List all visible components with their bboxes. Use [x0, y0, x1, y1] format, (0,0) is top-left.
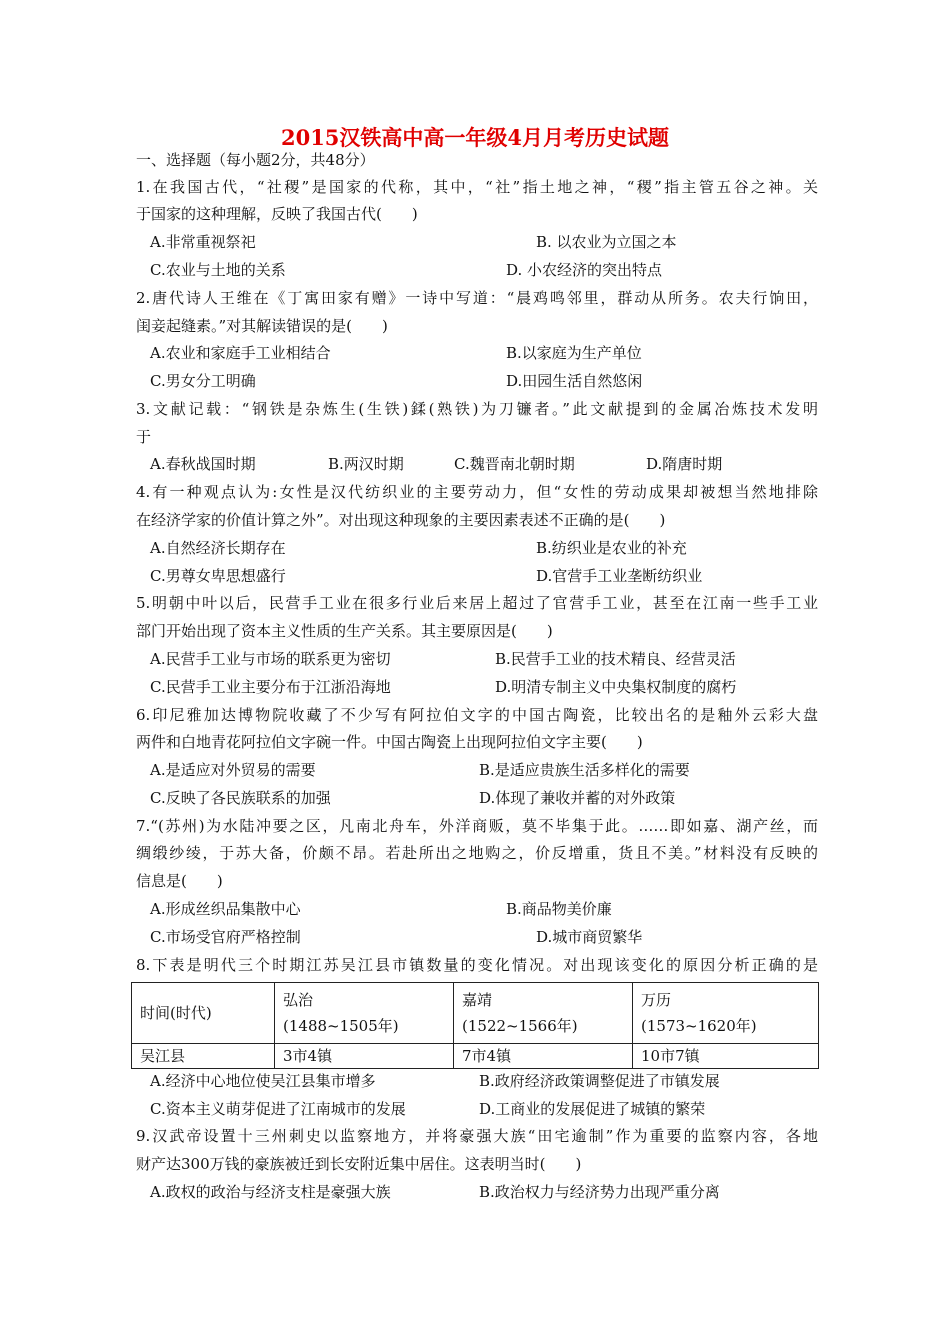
q7-option-a: A.形成丝织品集散中心	[150, 900, 301, 918]
table-header-cell	[633, 983, 819, 1044]
q8-option-a: A.经济中心地位使吴江县集市增多	[150, 1072, 376, 1090]
table-row	[132, 983, 819, 1044]
q5-stem-line1: 5.明朝中叶以后，民营手工业在很多行业后来居上超过了官营手工业，甚至在江南一些手工业	[136, 594, 818, 612]
q9-option-b: B.政治权力与经济势力出现严重分离	[479, 1183, 720, 1201]
table-header-cell	[454, 983, 633, 1044]
q2-option-b: B.以家庭为生产单位	[506, 344, 642, 362]
q8-option-d: D.工商业的发展促进了城镇的繁荣	[479, 1100, 706, 1118]
q2-stem-line1: 2.唐代诗人王维在《丁寓田家有赠》一诗中写道：“晨鸡鸣邻里，群动从所务。农夫行饷田，	[136, 289, 818, 307]
q4-stem-line1: 4.有一种观点认为:女性是汉代纺织业的主要劳动力，但“女性的劳动成果却被想当然地排除	[136, 483, 818, 501]
table-cell: 10市7镇	[633, 1044, 819, 1069]
q5-option-a: A.民营手工业与市场的联系更为密切	[150, 650, 391, 668]
q9-stem-line2: 财产达300万钱的豪族被迁到长安附近集中居住。这表明当时( )	[136, 1155, 582, 1173]
q8-data-table	[131, 982, 819, 1069]
q6-stem-line1: 6.印尼雅加达博物院收藏了不少写有阿拉伯文字的中国古陶瓷，比较出名的是釉外云彩大盘	[136, 706, 818, 724]
q4-option-a: A.自然经济长期存在	[150, 539, 286, 557]
table-row	[132, 1044, 819, 1069]
q2-option-c: C.男女分工明确	[150, 372, 256, 390]
q2-stem-line2: 闺妾起缝素。”对其解读错误的是( )	[136, 317, 388, 335]
q6-stem-line2: 两件和白地青花阿拉伯文字碗一件。中国古陶瓷上出现阿拉伯文字主要( )	[136, 733, 643, 751]
q7-stem-line1: 7.“(苏州)为水陆冲要之区，凡南北舟车，外洋商贩，莫不毕集于此。……即如嘉、湖产丝，而	[136, 817, 818, 835]
header-wanli: 万历	[641, 991, 672, 1009]
q6-option-d: D.体现了兼收并蓄的对外政策	[479, 789, 676, 807]
table-header-cell	[275, 983, 454, 1044]
table-header-cell: 时间(时代)	[132, 983, 275, 1044]
q1-option-d: D. 小农经济的突出特点	[506, 261, 663, 279]
q1-option-b: B. 以农业为立国之本	[536, 233, 677, 251]
q8-option-c: C.资本主义萌芽促进了江南城市的发展	[150, 1100, 406, 1118]
q1-stem-line1: 1.在我国古代，“社稷”是国家的代称，其中，“社”指土地之神，“稷”指主管五谷之神。关	[136, 178, 818, 196]
q7-option-d: D.城市商贸繁华	[536, 928, 643, 946]
q8-stem-line1: 8.下表是明代三个时期江苏吴江县市镇数量的变化情况。对出现该变化的原因分析正确的是	[136, 956, 818, 974]
header-wanli-years: (1573~1620年)	[641, 1017, 757, 1035]
q3-option-d: D.隋唐时期	[646, 455, 723, 473]
table-cell: 吴江县	[132, 1044, 275, 1069]
q7-option-c: C.市场受官府严格控制	[150, 928, 301, 946]
q3-stem-line2: 于	[136, 428, 152, 446]
q5-option-b: B.民营手工业的技术精良、经营灵活	[495, 650, 736, 668]
q6-option-c: C.反映了各民族联系的加强	[150, 789, 331, 807]
q4-option-d: D.官营手工业垄断纺织业	[536, 567, 703, 585]
q4-stem-line2: 在经济学家的价值计算之外”。对出现这种现象的主要因素表述不正确的是( )	[136, 511, 666, 529]
header-hongzhi: 弘治	[283, 991, 314, 1009]
q1-option-c: C.农业与土地的关系	[150, 261, 286, 279]
section-heading: 一、选择题（每小题2分，共48分）	[136, 151, 375, 169]
q3-option-a: A.春秋战国时期	[150, 455, 256, 473]
header-jiajing: 嘉靖	[462, 991, 493, 1009]
table-cell: 7市4镇	[454, 1044, 633, 1069]
q5-option-d: D.明清专制主义中央集权制度的腐朽	[495, 678, 737, 696]
q4-option-b: B.纺织业是农业的补充	[536, 539, 687, 557]
q7-stem-line2: 绸缎纱绫，于苏大备，价颇不昂。若赴所出之地购之，价反增重，货且不美。”材料没有反映的	[136, 844, 818, 862]
q6-option-b: B.是适应贵族生活多样化的需要	[479, 761, 690, 779]
q6-option-a: A.是适应对外贸易的需要	[150, 761, 316, 779]
q1-option-a: A.非常重视祭祀	[150, 233, 256, 251]
header-jiajing-years: (1522~1566年)	[462, 1017, 578, 1035]
q8-option-b: B.政府经济政策调整促进了市镇发展	[479, 1072, 720, 1090]
q3-option-b: B.两汉时期	[328, 455, 404, 473]
q1-stem-line2: 于国家的这种理解，反映了我国古代( )	[136, 205, 418, 223]
q2-option-d: D.田园生活自然悠闲	[506, 372, 643, 390]
q4-option-c: C.男尊女卑思想盛行	[150, 567, 286, 585]
table-cell: 3市4镇	[275, 1044, 454, 1069]
q2-option-a: A.农业和家庭手工业相结合	[150, 344, 331, 362]
q9-stem-line1: 9.汉武帝设置十三州刺史以监察地方，并将豪强大族“田宅逾制”作为重要的监察内容，各地	[136, 1127, 818, 1145]
header-hongzhi-years: (1488~1505年)	[283, 1017, 399, 1035]
q7-option-b: B.商品物美价廉	[506, 900, 612, 918]
q3-option-c: C.魏晋南北朝时期	[454, 455, 575, 473]
exam-title: 2015汉铁高中高一年级4月月考历史试题	[280, 125, 670, 150]
q7-stem-line3: 信息是( )	[136, 872, 223, 890]
q5-option-c: C.民营手工业主要分布于江浙沿海地	[150, 678, 391, 696]
q3-stem-line1: 3.文献记载：“钢铁是杂炼生(生铁)鍒(熟铁)为刀镰者。”此文献提到的金属冶炼技术发明	[136, 400, 818, 418]
q5-stem-line2: 部门开始出现了资本主义性质的生产关系。其主要原因是( )	[136, 622, 553, 640]
q9-option-a: A.政权的政治与经济支柱是豪强大族	[150, 1183, 391, 1201]
